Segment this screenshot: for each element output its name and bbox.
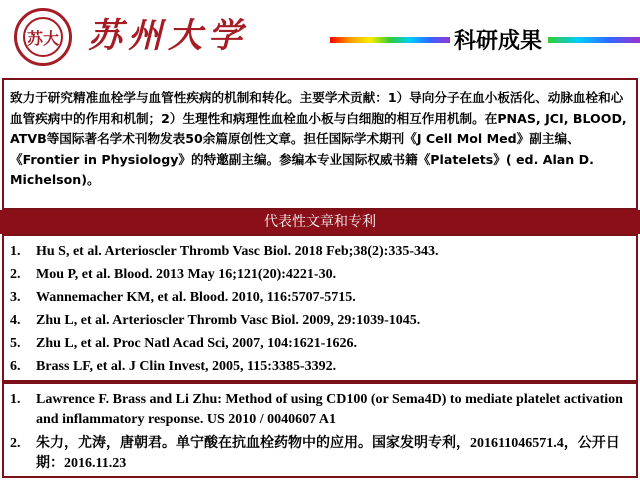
section-title: 科研成果 <box>453 29 542 54</box>
publication-citation: Zhu L, et al. Arterioscler Thromb Vasc Biol. 2009, 29:1039-1045. <box>36 313 421 328</box>
research-summary-text: 致力于研究精准血栓学与血管性疾病的机制和转化。主要学术贡献：1）导向分子在血小板活化、动脉血栓和心血管疾病中的作用和机制；2）生理性和病理性血栓血小板与白细胞的相互作用机制。在PNAS, JCI, BLOOD, ATVB等国际著名学术刊物发表50余篇原创性文章。担任国际学术期刊《J Cell Mol Med》副主编、《Frontier in Physiology》的特邀副主编。参编本专业国际权威书籍《Platelets》( ed. Alan D. Michelson)。 <box>10 90 627 187</box>
publication-citation: Wannemacher KM, et al. Blood. 2010, 116:5707-5715. <box>36 290 356 305</box>
publication-number: 1. <box>10 244 21 259</box>
rainbow-divider-left <box>330 37 450 43</box>
publication-citation: Hu S, et al. Arterioscler Thromb Vasc Biol. 2018 Feb;38(2):335-343. <box>36 244 439 259</box>
publication-number: 6. <box>10 359 21 374</box>
publication-item <box>10 355 630 378</box>
patents-list <box>10 390 630 474</box>
publication-citation: Brass LF, et al. J Clin Invest, 2005, 115:3385-3392. <box>36 359 337 374</box>
patent-text: 朱力，尤涛，唐朝君。单宁酸在抗血栓药物中的应用。国家发明专利，201611046571.4，公开日期：2016.11.23 <box>36 436 620 471</box>
publication-number: 5. <box>10 336 21 351</box>
patent-number: 1. <box>10 392 21 407</box>
representative-works-banner: 代表性文章和专利 <box>0 210 640 234</box>
publication-item <box>10 332 630 355</box>
header <box>0 0 640 80</box>
patent-item <box>10 434 630 474</box>
publications-box <box>2 234 638 382</box>
publication-item <box>10 309 630 332</box>
research-summary-box <box>2 78 638 210</box>
patent-number: 2. <box>10 436 21 451</box>
publication-number: 3. <box>10 290 21 305</box>
university-logo <box>14 8 72 66</box>
patents-box <box>2 382 638 478</box>
patent-text: Lawrence F. Brass and Li Zhu: Method of using CD100 (or Sema4D) to mediate platelet activation and inflammatory response. US 2010 / 0040607 A1 <box>36 392 623 427</box>
publication-item <box>10 263 630 286</box>
logo-emblem <box>23 17 63 57</box>
patent-item <box>10 390 630 430</box>
logo-text: 苏大 <box>26 28 59 48</box>
publication-number: 4. <box>10 313 21 328</box>
publication-item <box>10 240 630 263</box>
publications-list <box>10 240 630 378</box>
rainbow-divider-right <box>548 37 640 43</box>
university-name: 苏州大学 <box>88 16 248 56</box>
publication-citation: Mou P, et al. Blood. 2013 May 16;121(20):4221-30. <box>36 267 337 282</box>
publication-item <box>10 286 630 309</box>
publication-citation: Zhu L, et al. Proc Natl Acad Sci, 2007, 104:1621-1626. <box>36 336 357 351</box>
publication-number: 2. <box>10 267 21 282</box>
